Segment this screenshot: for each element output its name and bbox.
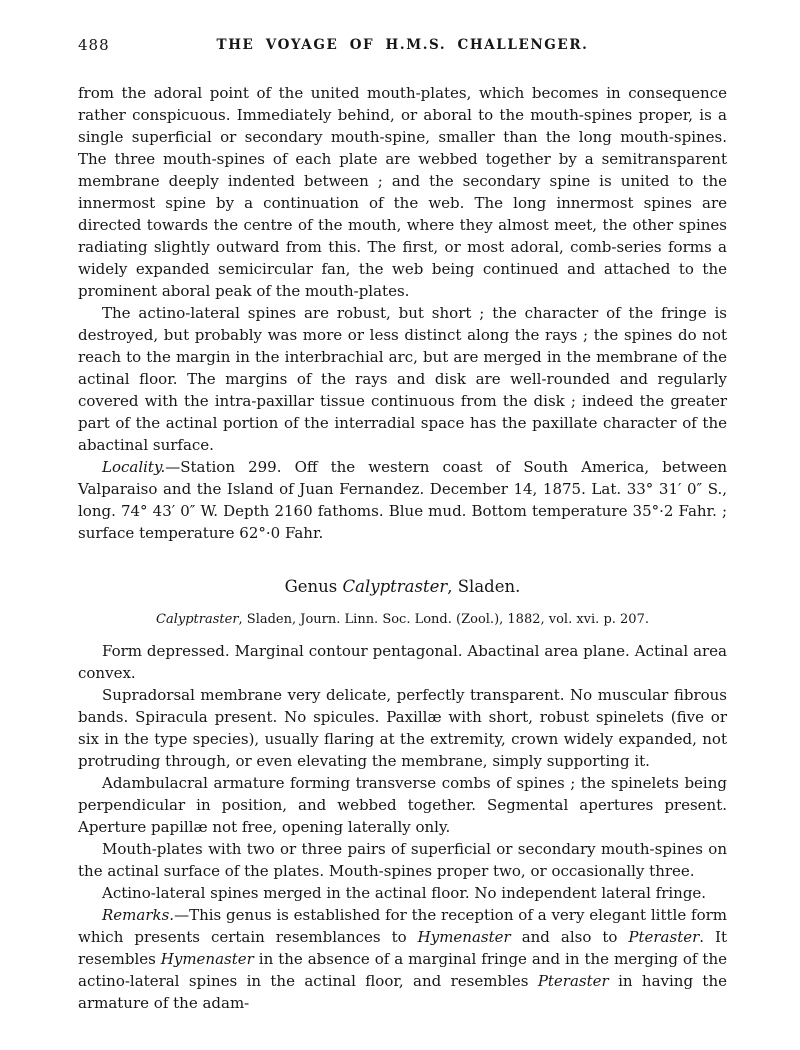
paragraph — [78, 456, 727, 544]
text-run: —Station 299. Off the western coast of South America, between Valparaiso and the Island of Juan Fernandez. December 14, 1875. Lat. 33° 31′ 0″ S., long. 74° 43′ 0″ W. Depth 2160 fathoms. Blue mud. Bottom temperature 35°·2 Fahr. ; surface temperature 62°·0 Fahr. — [78, 458, 727, 542]
text-run: . It resembles — [78, 928, 727, 968]
text-run: Genus — [284, 577, 343, 596]
page-header — [78, 36, 727, 58]
text-run: and also to — [510, 928, 629, 946]
paragraph — [78, 838, 727, 882]
italic-text: Remarks. — [102, 906, 175, 924]
genus-heading — [78, 576, 727, 598]
paragraph — [78, 684, 727, 772]
text-run: The actino-lateral spines are robust, but short ; the character of the fringe is destroyed, but probably was more or less distinct along the rays ; the spines do not reach to the margin in the interbrachial arc, but are merged in the membrane of the actinal floor. The margins of the rays and disk are well-rounded and regularly covered with the intra-paxillar tissue continuous from the disk ; indeed the greater part of the actinal portion of the interradial space has the paxillate character of the abactinal surface. — [78, 304, 727, 454]
italic-text: Locality. — [102, 458, 166, 476]
paragraph — [78, 904, 727, 1014]
text-run: Adambulacral armature forming transverse combs of spines ; the spinelets being perpendicular in position, and webbed together. Segmental apertures present. Aperture papillæ not free, opening laterally only. — [78, 774, 727, 836]
page-number: 488 — [78, 36, 110, 54]
italic-text: Hymenaster — [160, 950, 254, 968]
text-run: in the absence of a marginal fringe and in the merging of the actino-lateral spines in the actinal floor, and resembles — [78, 950, 727, 990]
page-body — [78, 82, 727, 1014]
paragraph — [78, 882, 727, 904]
text-run: Supradorsal membrane very delicate, perfectly transparent. No muscular fibrous bands. Spiracula present. No spicules. Paxillæ with short, robust spinelets (five or six in the type species), usually flaring at the extremity, crown widely expanded, not protruding through, or even elevating the membrane, simply supporting it. — [78, 686, 727, 770]
paragraph — [78, 302, 727, 456]
italic-text: Hymenaster — [417, 928, 511, 946]
paragraph — [78, 82, 727, 302]
text-run: in having the armature of the adam- — [78, 972, 727, 1012]
paragraph — [78, 772, 727, 838]
italic-text: Pteraster — [628, 928, 700, 946]
text-run: from the adoral point of the united mouth-plates, which becomes in consequence rather conspicuous. Immediately behind, or aboral to the mouth-spines proper, is a single superficial or secondary mouth-spine, smaller than the long mouth-spines. The three mouth-spines of each plate are webbed together by a semitransparent membrane deeply indented between ; and the secondary spine is united to the innermost spine by a continuation of the web. The long innermost spines are directed towards the centre of the mouth, where they almost meet, the other spines radiating slightly outward from this. The first, or most adoral, comb-series forms a widely expanded semicircular fan, the web being continued and attached to the prominent aboral peak of the mouth-plates. — [78, 84, 727, 300]
italic-text: Pteraster — [537, 972, 609, 990]
italic-text: Calyptraster — [342, 577, 448, 596]
italic-text: Calyptraster — [156, 612, 239, 627]
text-run: Mouth-plates with two or three pairs of superficial or secondary mouth-spines on the actinal surface of the plates. Mouth-spines proper two, or occasionally three. — [78, 840, 727, 880]
paragraph — [78, 640, 727, 684]
text-run: , Sladen, Journ. Linn. Soc. Lond. (Zool.), 1882, vol. xvi. p. 207. — [238, 612, 649, 627]
text-run: , Sladen. — [447, 577, 521, 596]
running-title: THE VOYAGE OF H.M.S. CHALLENGER. — [216, 37, 589, 53]
citation — [78, 609, 727, 631]
text-run: Form depressed. Marginal contour pentagonal. Abactinal area plane. Actinal area convex. — [78, 642, 727, 682]
text-run: —This genus is established for the reception of a very elegant little form which presents certain resemblances to — [78, 906, 727, 946]
text-run: Actino-lateral spines merged in the actinal floor. No independent lateral fringe. — [102, 884, 707, 902]
